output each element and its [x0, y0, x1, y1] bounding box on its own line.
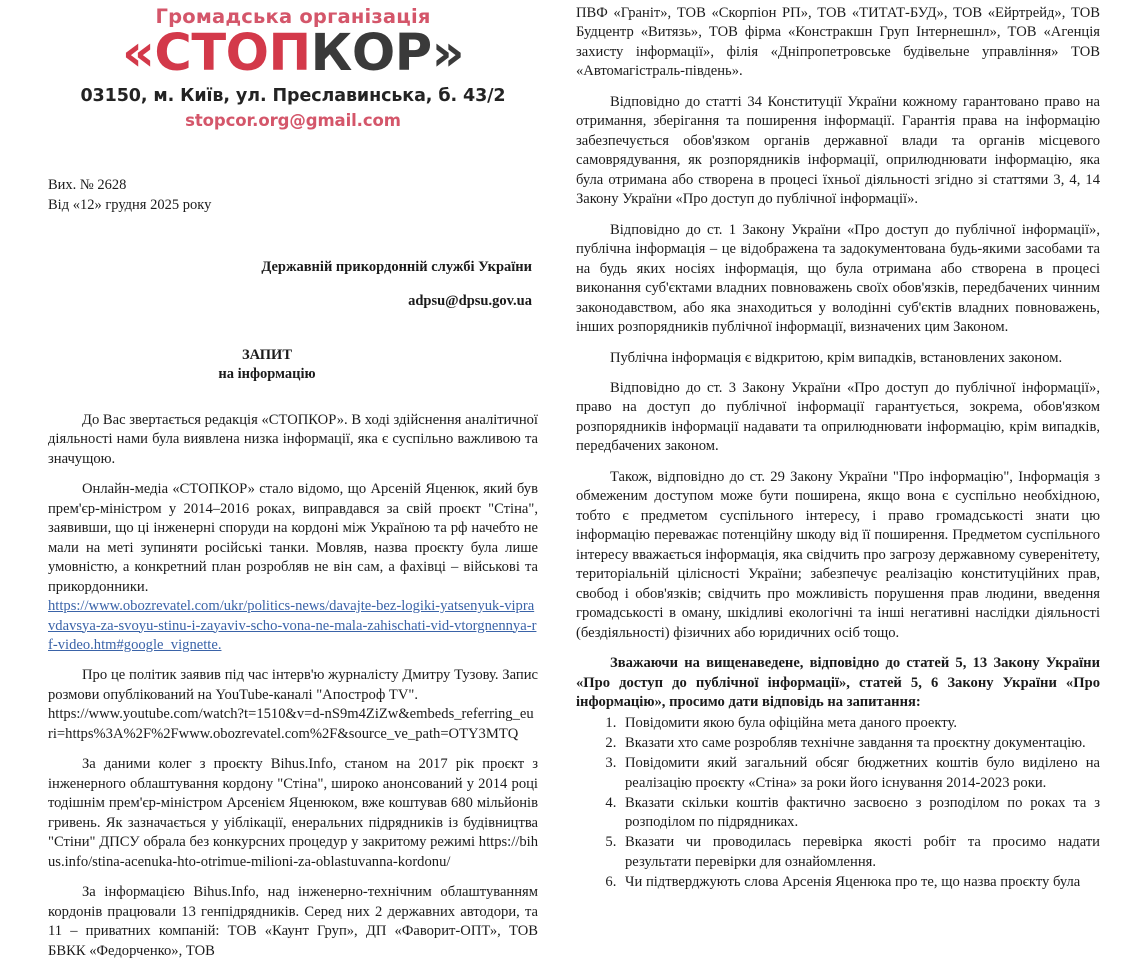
- paragraph-intro: До Вас звертається редакція «СТОПКОР». В ході здійснення аналітичної діяльності нами була виявлена низка інформації, яка є суспільно важливою та значущою.: [48, 411, 538, 467]
- brand-logo-red-part: «СТОП: [121, 24, 311, 84]
- paragraph-bihus-cost: [48, 755, 538, 872]
- paragraph-contractors-continued: ПВФ «Граніт», ТОВ «Скорпіон РП», ТОВ «ТИТАТ-БУД», ТОВ «Ейртрейд», ТОВ Будцентр «Витязь», ТОВ фірма «Констракшн Груп Інтернешнл», ТОВ «Агенція захисту інформації», філія «Дніпропетровське будівельне управління» ТОВ «Автомагістраль-південь».: [576, 5, 1100, 80]
- addressee-name: Державній прикордонній службі України: [261, 258, 532, 275]
- source-link-youtube[interactable]: https://www.youtube.com/watch?t=1510&v=d-nS9m4ZiZw&embeds_referring_euri=https%3A%2F%2Fwww.obozrevatel.com%2F&source_ve_path=OTY3MTQ: [48, 706, 534, 742]
- organization-label: Громадська організація: [155, 5, 431, 28]
- document-title: [48, 346, 538, 385]
- brand-logo: [48, 24, 538, 84]
- letterhead: [48, 0, 538, 134]
- paragraph-interview: Про це політик заявив під час інтерв'ю журналісту Дмитру Тузову. Запис розмови опублікований на YouTube-каналі "Апостроф TV".: [48, 667, 538, 703]
- paragraph-constitution-art34: Відповідно до статті 34 Конституції України кожному гарантовано право на отримання, зберігання та поширення інформації. Гарантія права на інформацію забезпечується обов'язком органів державної влади та органів місцевого самоврядування, як розпорядників інформації, оприлюднювати інформацію, яка була отримана або створена в процесі їхньої діяльності згідно зі статтями 3, 4, 14 Закону України «Про доступ до публічної інформації».: [576, 93, 1100, 208]
- paragraph-law-art29: Також, відповідно до ст. 29 Закону України "Про інформацію", Інформація з обмеженим доступом може бути поширена, якщо вона є суспільно необхідною, тобто є предметом суспільного інтересу, і право громадськості знати цю інформацію переважає потенційну шкоду від її поширення. Предметом суспільного інтересу вважається інформація, яка свідчить про загрозу державному суверенітету, територіальній цілісності України; забезпечує реалізацію конституційних прав, свобод і обов'язків; свідчить про можливість порушення прав людини, введення громадськості в оману, шкідливі екологічні та інші негативні наслідки діяльності (бездіяльності) фізичних або юридичних осіб тощо.: [576, 468, 1100, 641]
- list-item: 5. Вказати чи проводилась перевірка якості робіт та просимо надати результати перевірки для ознайомлення.: [620, 833, 1100, 872]
- list-item: 4. Вказати скільки коштів фактично засвоєно з розподілом по роках та з розподілом по підрядниках.: [620, 794, 1100, 833]
- document-title-line2: на інформацію: [218, 366, 316, 383]
- paragraph-law-art1: Відповідно до ст. 1 Закону України «Про доступ до публічної інформації», публічна інформація – це відображена та задокументована будь-якими засобами та на будь яких носіях інформація, що була отримана або створена в процесі виконання суб'єктами владних повноважень своїх обов'язків, передбачених чинним законодавством, або яка знаходиться у володінні суб'єктів владних повноважень, інших розпорядників публічної інформації, визначених цим Законом.: [576, 221, 1100, 336]
- left-column: [0, 0, 562, 959]
- brand-logo-dark-part: КОР»: [310, 24, 465, 84]
- source-link-obozrevatel[interactable]: https://www.obozrevatel.com/ukr/politics-news/davajte-bez-logiki-yatsenyuk-vipravdavsya-za-svoyu-stinu-i-zayaviv-scho-vona-ne-mala-zahischati-vid-vtorgnennya-rf-video.htm#google_vignette.: [48, 598, 537, 653]
- addressee-block: [48, 259, 538, 310]
- paragraph-yatsenyuk: Онлайн-медіа «СТОПКОР» стало відомо, що Арсеній Яценюк, який був прем'єр-міністром у 2014–2016 роках, виправдався за свій проєкт "Стіна", заявивши, що ці інженерні споруди на кордоні між Україною та рф начебто не мали на меті зупиняти російські танки. Мовляв, назва проєкту була лише умовністю, а конкретний план розробляв не він сам, а фахівці – військові та прикордонники.: [48, 481, 538, 595]
- questions-list: [576, 714, 1100, 892]
- document-title-line1: ЗАПИТ: [242, 346, 292, 363]
- letterhead-email: stopcor.org@gmail.com: [185, 111, 401, 131]
- list-item: 2. Вказати хто саме розробляв технічне завдання та проєктну документацію.: [620, 734, 1100, 753]
- source-link-bihus[interactable]: https://bihus.info/stina-acenuka-hto-otrimue-milioni-za-oblastuvanna-kordonu/: [48, 834, 538, 870]
- paragraph-bihus-cost-text: За даними колег з проєкту Bihus.Info, станом на 2017 рік проєкт з інженерного облаштування кордону "Стіна", широко анонсований у 2014 році тодішнім прем'єр-міністром Арсенієм Яценюком, вже коштував 680 мільйонів гривень. Як зазначається у уіблікації, енеральних підрядників із будівництва "Стіни" ДПСУ обрала без конкурсних процедур у закритому режимі: [48, 756, 538, 851]
- paragraph-law-art3: Відповідно до ст. 3 Закону України «Про доступ до публічної інформації», право на доступ до публічної інформації гарантується, зокрема, обов'язком розпорядників інформації надавати та оприлюднювати інформацію, крім випадків, передбачених законом.: [576, 379, 1100, 455]
- addressee-email: adpsu@dpsu.gov.ua: [408, 292, 532, 309]
- reference-block: [48, 176, 538, 214]
- list-item: 3. Повідомити який загальний обсяг бюджетних коштів було виділено на реалізацію проєкту «Стіна» за роки його існування 2014-2023 роки.: [620, 754, 1100, 793]
- paragraph-public-info-open: Публічна інформація є відкритою, крім випадків, встановлених законом.: [610, 349, 1063, 366]
- letterhead-address: 03150, м. Київ, ул. Преславинська, б. 43/2: [80, 86, 506, 107]
- right-column: [562, 0, 1124, 890]
- list-item: 6. Чи підтверджують слова Арсенія Яценюка про те, що назва проєкту була: [620, 873, 1100, 892]
- paragraph-request-intro: Зважаючи на вищенаведене, відповідно до статей 5, 13 Закону України «Про доступ до публічної інформації», статей 5, 6 Закону України «Про інформацію», просимо дати відповідь на запитання:: [576, 655, 1100, 710]
- document-date: Від «12» грудня 2025 року: [48, 196, 212, 213]
- outgoing-number: Вих. № 2628: [48, 177, 127, 194]
- paragraph-contractors: За інформацією Bihus.Info, над інженерно-технічним облаштуванням кордонів працювали 13 генпідрядників. Серед них 2 державних автодори, та 11 – приватних компаній: ТОВ «Каунт Груп», ДП «Фаворит-ОПТ», ТОВ БВКК «Федорченко», ТОВ: [48, 884, 538, 959]
- list-item: 1. Повідомити якою була офіційна мета даного проекту.: [620, 714, 1100, 733]
